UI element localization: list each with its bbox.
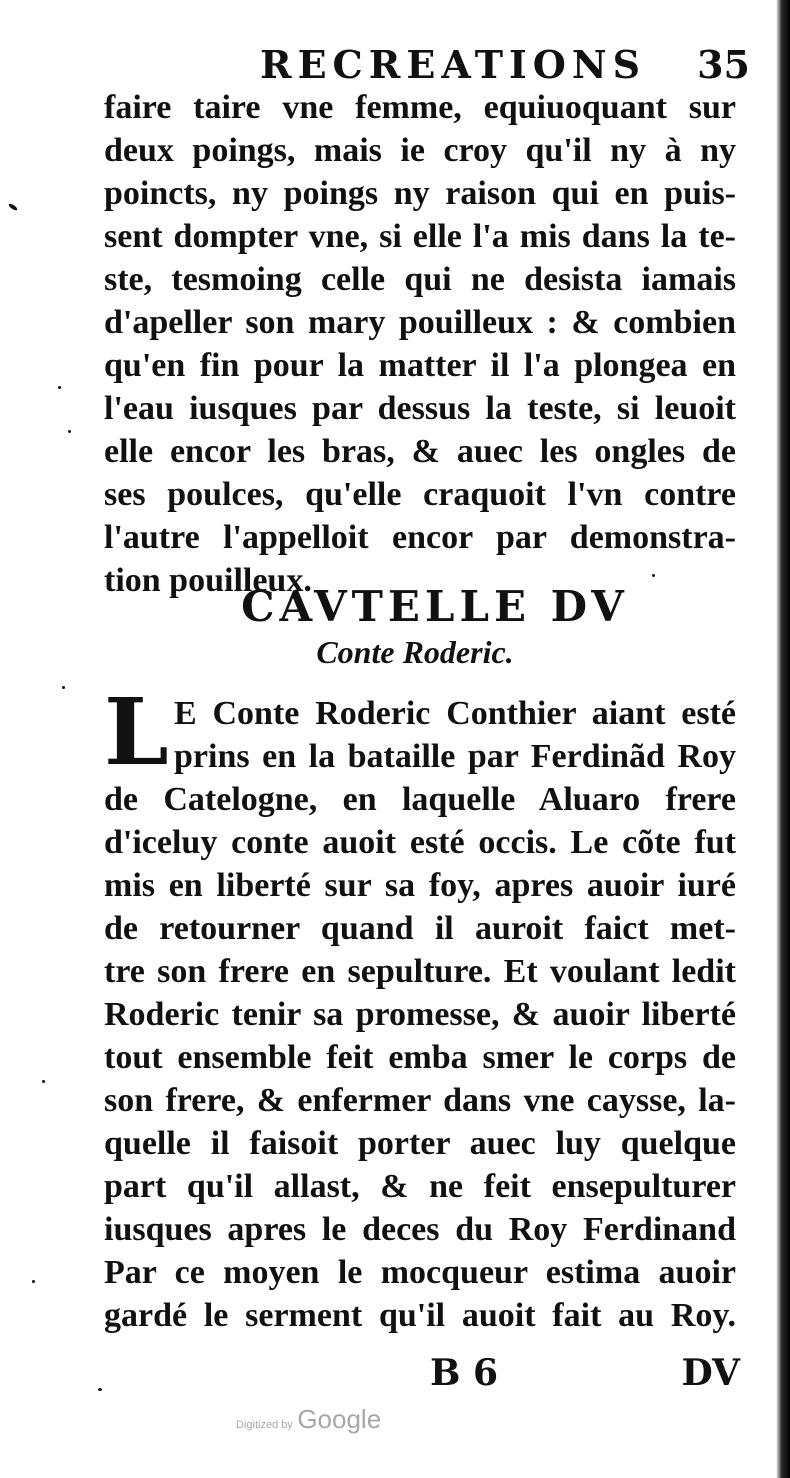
section-subtitle: Conte Roderic. [316, 634, 514, 670]
text-line: tre son frere en sepulture. Et voulant ledit [104, 953, 736, 990]
text-line: de retourner quand il auroit faict met- [104, 910, 736, 947]
running-title: RECREATIONS [260, 42, 647, 87]
scan-speck [58, 386, 61, 389]
page-footer [100, 1352, 740, 1398]
text-line: deux poings, mais ie croy qu'il ny à ny [104, 132, 736, 169]
text-line: quelle il faisoit porter auec luy quelque [104, 1125, 736, 1162]
text-line: son frere, & enfermer dans vne caysse, la- [104, 1082, 736, 1119]
scan-speck [32, 1280, 35, 1283]
text-line: tion pouilleux. [104, 562, 312, 599]
drop-cap: L [104, 678, 169, 786]
text-line: sent dompter vne, si elle l'a mis dans la te- [104, 218, 736, 255]
page-number: 35 [697, 42, 750, 87]
text-line: d'apeller son mary pouilleux : & combien [104, 304, 736, 341]
section-title: CAVTELLE DV [241, 582, 629, 631]
text-line: ste, tesmoing celle qui ne desista iamais [104, 261, 736, 298]
text-line: Roderic tenir sa promesse, & auoir liberté [104, 996, 736, 1033]
text-line: part qu'il allast, & ne feit ensepulturer [104, 1168, 736, 1205]
text-line: elle encor les bras, & auec les ongles de [104, 433, 736, 470]
text-line: tout ensemble feit emba smer le corps de [104, 1039, 736, 1076]
watermark-brand: Google [297, 1404, 382, 1434]
scan-speck [652, 574, 655, 577]
text-line: faire taire vne femme, equiuoquant sur [104, 89, 736, 126]
scan-speck [98, 1388, 102, 1391]
scan-speck [8, 202, 18, 211]
text-line: iusques apres le deces du Roy Ferdinand [104, 1211, 736, 1248]
scan-speck [68, 430, 71, 433]
text-line: prins en la bataille par Ferdinãd Roy [174, 738, 736, 775]
scan-speck [62, 686, 65, 689]
text-line: Par ce moyen le mocqueur estima auoir [104, 1254, 736, 1291]
paragraph-2 [104, 678, 736, 1337]
page-header [100, 42, 750, 92]
text-line: l'eau iusques par dessus la teste, si leuoit [104, 390, 736, 427]
text-line: mis en liberté sur sa foy, apres auoir iuré [104, 867, 736, 904]
watermark-prefix: Digitized by [236, 1419, 293, 1431]
catchword: DV [681, 1352, 740, 1394]
page-spine-shadow [776, 0, 790, 1478]
text-line: l'autre l'appelloit encor par demonstra- [104, 519, 736, 556]
text-line: de Catelogne, en laquelle Aluaro frere [104, 781, 736, 818]
scan-speck [42, 1080, 45, 1083]
digitization-watermark [236, 1404, 381, 1435]
text-line: gardé le serment qu'il auoit fait au Roy. [104, 1297, 736, 1334]
text-line: E Conte Roderic Conthier aiant esté [174, 695, 736, 732]
text-line: poincts, ny poings ny raison qui en puis- [104, 175, 736, 212]
signature-mark: B 6 [430, 1352, 499, 1394]
text-line: qu'en fin pour la matter il l'a plongea en [104, 347, 736, 384]
text-line: d'iceluy conte auoit esté occis. Le cõte fut [104, 824, 736, 861]
paragraph-1 [104, 86, 736, 602]
text-line: ses poulces, qu'elle craquoit l'vn contre [104, 476, 736, 513]
